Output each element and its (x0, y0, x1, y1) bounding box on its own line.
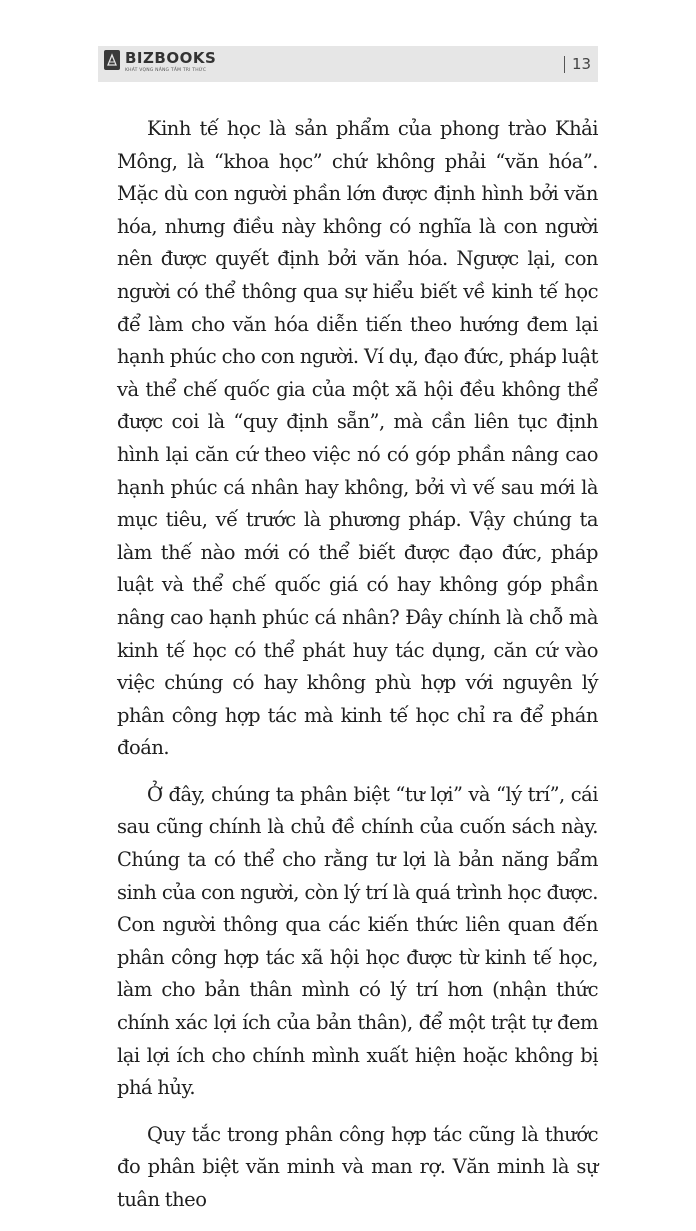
paragraph: Ở đây, chúng ta phân biệt “tư lợi” và “lý trí”, cái sau cũng chính là chủ đề chính của cuốn sách này. Chúng ta có thể cho rằng tư lợi là bản năng bẩm sinh của con người, còn lý trí là quá trình học được. Con người thông qua các kiến thức liên quan đến phân công hợp tác xã hội học được từ kinh tế học, làm cho bản thân mình có lý trí hơn (nhận thức chính xác lợi ích của bản thân), để một trật tự đem lại lợi ích cho chính mình xuất hiện hoặc không bị phá hủy. (117, 782, 598, 1100)
header-divider (564, 56, 565, 73)
paragraph: Kinh tế học là sản phẩm của phong trào Khải Mông, là “khoa học” chứ không phải “văn hóa”. Mặc dù con người phần lớn được định hình bởi văn hóa, nhưng điều này không có nghĩa là con người nên được quyết định bởi văn hóa. Ngược lại, con người có thể thông qua sự hiểu biết về kinh tế học để làm cho văn hóa diễn tiến theo hướng đem lại hạnh phúc cho con người. Ví dụ, đạo đức, pháp luật và thể chế quốc gia của một xã hội đều không thể được coi là “quy định sẵn”, mà cần liên tục định hình lại căn cứ theo việc nó có góp phần nâng cao hạnh phúc cá nhân hay không, bởi vì vế sau mới là mục tiêu, vế trước là phương pháp. Vậy chúng ta làm thế nào mới có thể biết được đạo đức, pháp luật và thể chế quốc giá có hay không góp phần nâng cao hạnh phúc cá nhân? Đây chính là chỗ mà kinh tế học có thể phát huy tác dụng, căn cứ vào việc chúng có hay không phù hợp với nguyên lý phân công hợp tác mà kinh tế học chỉ ra để phán đoán. (117, 117, 598, 760)
paragraph: Quy tắc trong phân công hợp tác cũng là thước đo phân biệt văn minh và man rợ. Văn minh là sự tuân theo (117, 1122, 598, 1211)
page-number: 13 (572, 55, 592, 73)
brand-tagline: KHÁT VỌNG NÂNG TẦM TRI THỨC (125, 68, 207, 73)
page-header (98, 46, 598, 82)
body-text (117, 113, 598, 1231)
brand-name: BIZBOOKS (125, 49, 217, 67)
bizbooks-logo-icon (104, 50, 120, 70)
